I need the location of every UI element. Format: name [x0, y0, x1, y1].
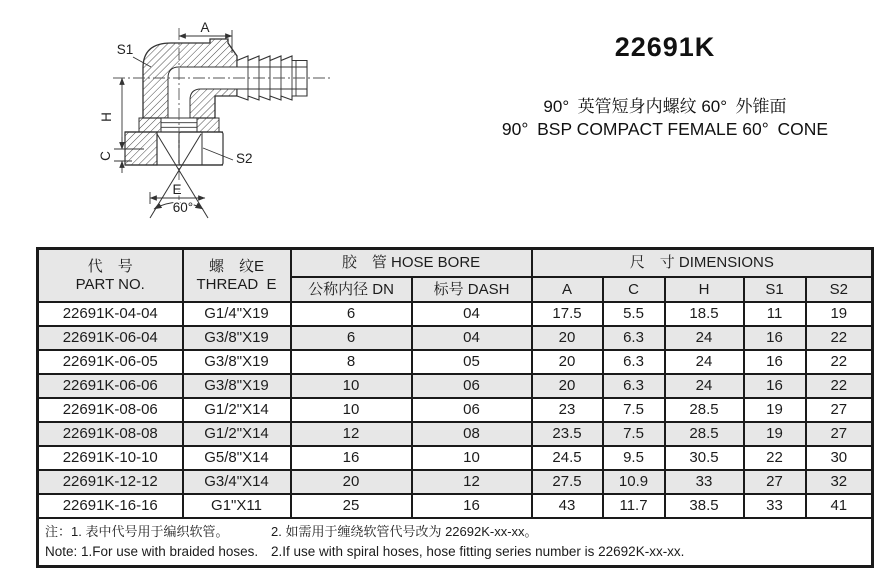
cell-dim-c: 6.3 — [603, 326, 665, 350]
table-row — [38, 470, 873, 494]
cell-dim-h: 28.5 — [665, 398, 744, 422]
cell-dim-s2: 27 — [806, 398, 873, 422]
cell-dim-s1: 19 — [744, 422, 806, 446]
cell-dn: 10 — [291, 398, 412, 422]
cell-part-no: 22691K-12-12 — [38, 470, 183, 494]
cell-dim-s1: 33 — [744, 494, 806, 518]
cell-dim-s2: 41 — [806, 494, 873, 518]
table-row — [38, 302, 873, 326]
cell-dim-h: 30.5 — [665, 446, 744, 470]
dim-label-a: A — [200, 20, 210, 35]
cell-dn: 10 — [291, 374, 412, 398]
cell-dim-s1: 22 — [744, 446, 806, 470]
cell-dim-s2: 27 — [806, 422, 873, 446]
header-dn: 公称内径 DN — [291, 277, 412, 302]
cell-thread: G1/2"X14 — [183, 398, 291, 422]
cell-dn: 6 — [291, 326, 412, 350]
cell-dim-s2: 30 — [806, 446, 873, 470]
table-row — [38, 398, 873, 422]
cell-dash: 04 — [412, 302, 532, 326]
note-line-chinese — [45, 522, 865, 542]
cell-part-no: 22691K-06-04 — [38, 326, 183, 350]
cell-thread: G1/4"X19 — [183, 302, 291, 326]
header-part-no-en: PART NO. — [75, 275, 145, 293]
cell-thread: G3/4"X14 — [183, 470, 291, 494]
cell-dim-s2: 22 — [806, 350, 873, 374]
cell-dim-c: 10.9 — [603, 470, 665, 494]
dim-label-angle: 60° — [172, 200, 194, 215]
cell-dim-c: 5.5 — [603, 302, 665, 326]
cell-dim-c: 7.5 — [603, 422, 665, 446]
cell-dim-a: 23 — [532, 398, 603, 422]
dim-label-s1: S1 — [116, 42, 134, 57]
cell-thread: G1"X11 — [183, 494, 291, 518]
table-row — [38, 374, 873, 398]
cell-dim-a: 20 — [532, 350, 603, 374]
header-dim-c: C — [603, 277, 665, 302]
cell-dash: 06 — [412, 398, 532, 422]
header-thread-en: THREAD E — [196, 275, 277, 293]
cell-dim-h: 24 — [665, 350, 744, 374]
note-en-2: 2.If use with spiral hoses, hose fitting series number is 22692K-xx-xx. — [271, 543, 685, 559]
spec-table — [36, 247, 874, 568]
note-cn-2: 2. 如需用于缠绕软管代号改为 22692K-xx-xx。 — [271, 524, 538, 539]
cell-part-no: 22691K-06-05 — [38, 350, 183, 374]
cell-part-no: 22691K-08-06 — [38, 398, 183, 422]
cell-dn: 20 — [291, 470, 412, 494]
cell-dim-c: 6.3 — [603, 374, 665, 398]
cell-dim-a: 20 — [532, 374, 603, 398]
subtitle-chinese: 90° 英管短身内螺纹 60° 外锥面 — [543, 97, 787, 116]
cell-dim-s2: 22 — [806, 326, 873, 350]
header-dim-s2: S2 — [806, 277, 873, 302]
cell-thread: G3/8"X19 — [183, 326, 291, 350]
cell-dn: 12 — [291, 422, 412, 446]
cell-thread: G3/8"X19 — [183, 374, 291, 398]
page-title: 22691K — [614, 32, 716, 62]
table-row — [38, 422, 873, 446]
header-hose-bore-group: 胶 管 HOSE BORE — [291, 249, 532, 278]
cell-dn: 25 — [291, 494, 412, 518]
cell-dn: 8 — [291, 350, 412, 374]
cell-part-no: 22691K-04-04 — [38, 302, 183, 326]
cell-thread: G1/2"X14 — [183, 422, 291, 446]
cell-dash: 10 — [412, 446, 532, 470]
note-en-1: Note: 1.For use with braided hoses. — [45, 543, 259, 559]
cell-dash: 12 — [412, 470, 532, 494]
note-line-english — [45, 542, 865, 562]
cell-dim-s2: 22 — [806, 374, 873, 398]
cell-dim-h: 38.5 — [665, 494, 744, 518]
header-dim-h: H — [665, 277, 744, 302]
cell-thread: G5/8"X14 — [183, 446, 291, 470]
cell-dash: 04 — [412, 326, 532, 350]
header-thread — [183, 249, 291, 303]
dim-label-h: H — [99, 112, 114, 122]
cell-dim-h: 18.5 — [665, 302, 744, 326]
cell-dn: 6 — [291, 302, 412, 326]
cell-dim-s2: 19 — [806, 302, 873, 326]
cell-dash: 06 — [412, 374, 532, 398]
table-row — [38, 350, 873, 374]
dim-label-e: E — [172, 182, 182, 197]
header-dim-s1: S1 — [744, 277, 806, 302]
header-dimensions-group: 尺 寸 DIMENSIONS — [532, 249, 873, 278]
table-row — [38, 494, 873, 518]
cell-dim-s1: 16 — [744, 374, 806, 398]
cell-dim-s1: 16 — [744, 350, 806, 374]
cell-dim-a: 43 — [532, 494, 603, 518]
header-part-no — [38, 249, 183, 303]
table-row — [38, 326, 873, 350]
cell-dim-s1: 16 — [744, 326, 806, 350]
cell-dim-c: 9.5 — [603, 446, 665, 470]
cell-dim-a: 24.5 — [532, 446, 603, 470]
cell-dim-h: 33 — [665, 470, 744, 494]
cell-dim-a: 20 — [532, 326, 603, 350]
cell-part-no: 22691K-16-16 — [38, 494, 183, 518]
dim-label-c: C — [98, 151, 113, 161]
header-thread-cn: 螺 纹E — [208, 258, 264, 276]
cell-part-no: 22691K-08-08 — [38, 422, 183, 446]
note-cn-1: 注：1. 表中代号用于编织软管。 — [45, 524, 229, 539]
cell-dn: 16 — [291, 446, 412, 470]
cell-dim-a: 27.5 — [532, 470, 603, 494]
cell-thread: G3/8"X19 — [183, 350, 291, 374]
dim-label-s2: S2 — [236, 151, 253, 166]
cell-dim-h: 24 — [665, 326, 744, 350]
cell-dim-c: 7.5 — [603, 398, 665, 422]
cell-dim-c: 11.7 — [603, 494, 665, 518]
cell-dim-a: 23.5 — [532, 422, 603, 446]
subtitle-english: 90° BSP COMPACT FEMALE 60° CONE — [501, 119, 829, 139]
fitting-technical-drawing — [95, 10, 345, 230]
cell-dim-s1: 27 — [744, 470, 806, 494]
cell-part-no: 22691K-06-06 — [38, 374, 183, 398]
cell-part-no: 22691K-10-10 — [38, 446, 183, 470]
cell-dim-a: 17.5 — [532, 302, 603, 326]
cell-dim-h: 24 — [665, 374, 744, 398]
header-dim-a: A — [532, 277, 603, 302]
cell-dim-c: 6.3 — [603, 350, 665, 374]
cell-dash: 16 — [412, 494, 532, 518]
cell-dash: 05 — [412, 350, 532, 374]
header-part-no-cn: 代 号 — [87, 258, 133, 276]
cell-dash: 08 — [412, 422, 532, 446]
cell-dim-s1: 19 — [744, 398, 806, 422]
table-row — [38, 446, 873, 470]
swivel-nut — [125, 132, 223, 165]
cell-dim-s1: 11 — [744, 302, 806, 326]
header-dash: 标号 DASH — [412, 277, 532, 302]
cell-dim-h: 28.5 — [665, 422, 744, 446]
cell-dim-s2: 32 — [806, 470, 873, 494]
notes-cell — [38, 518, 873, 566]
